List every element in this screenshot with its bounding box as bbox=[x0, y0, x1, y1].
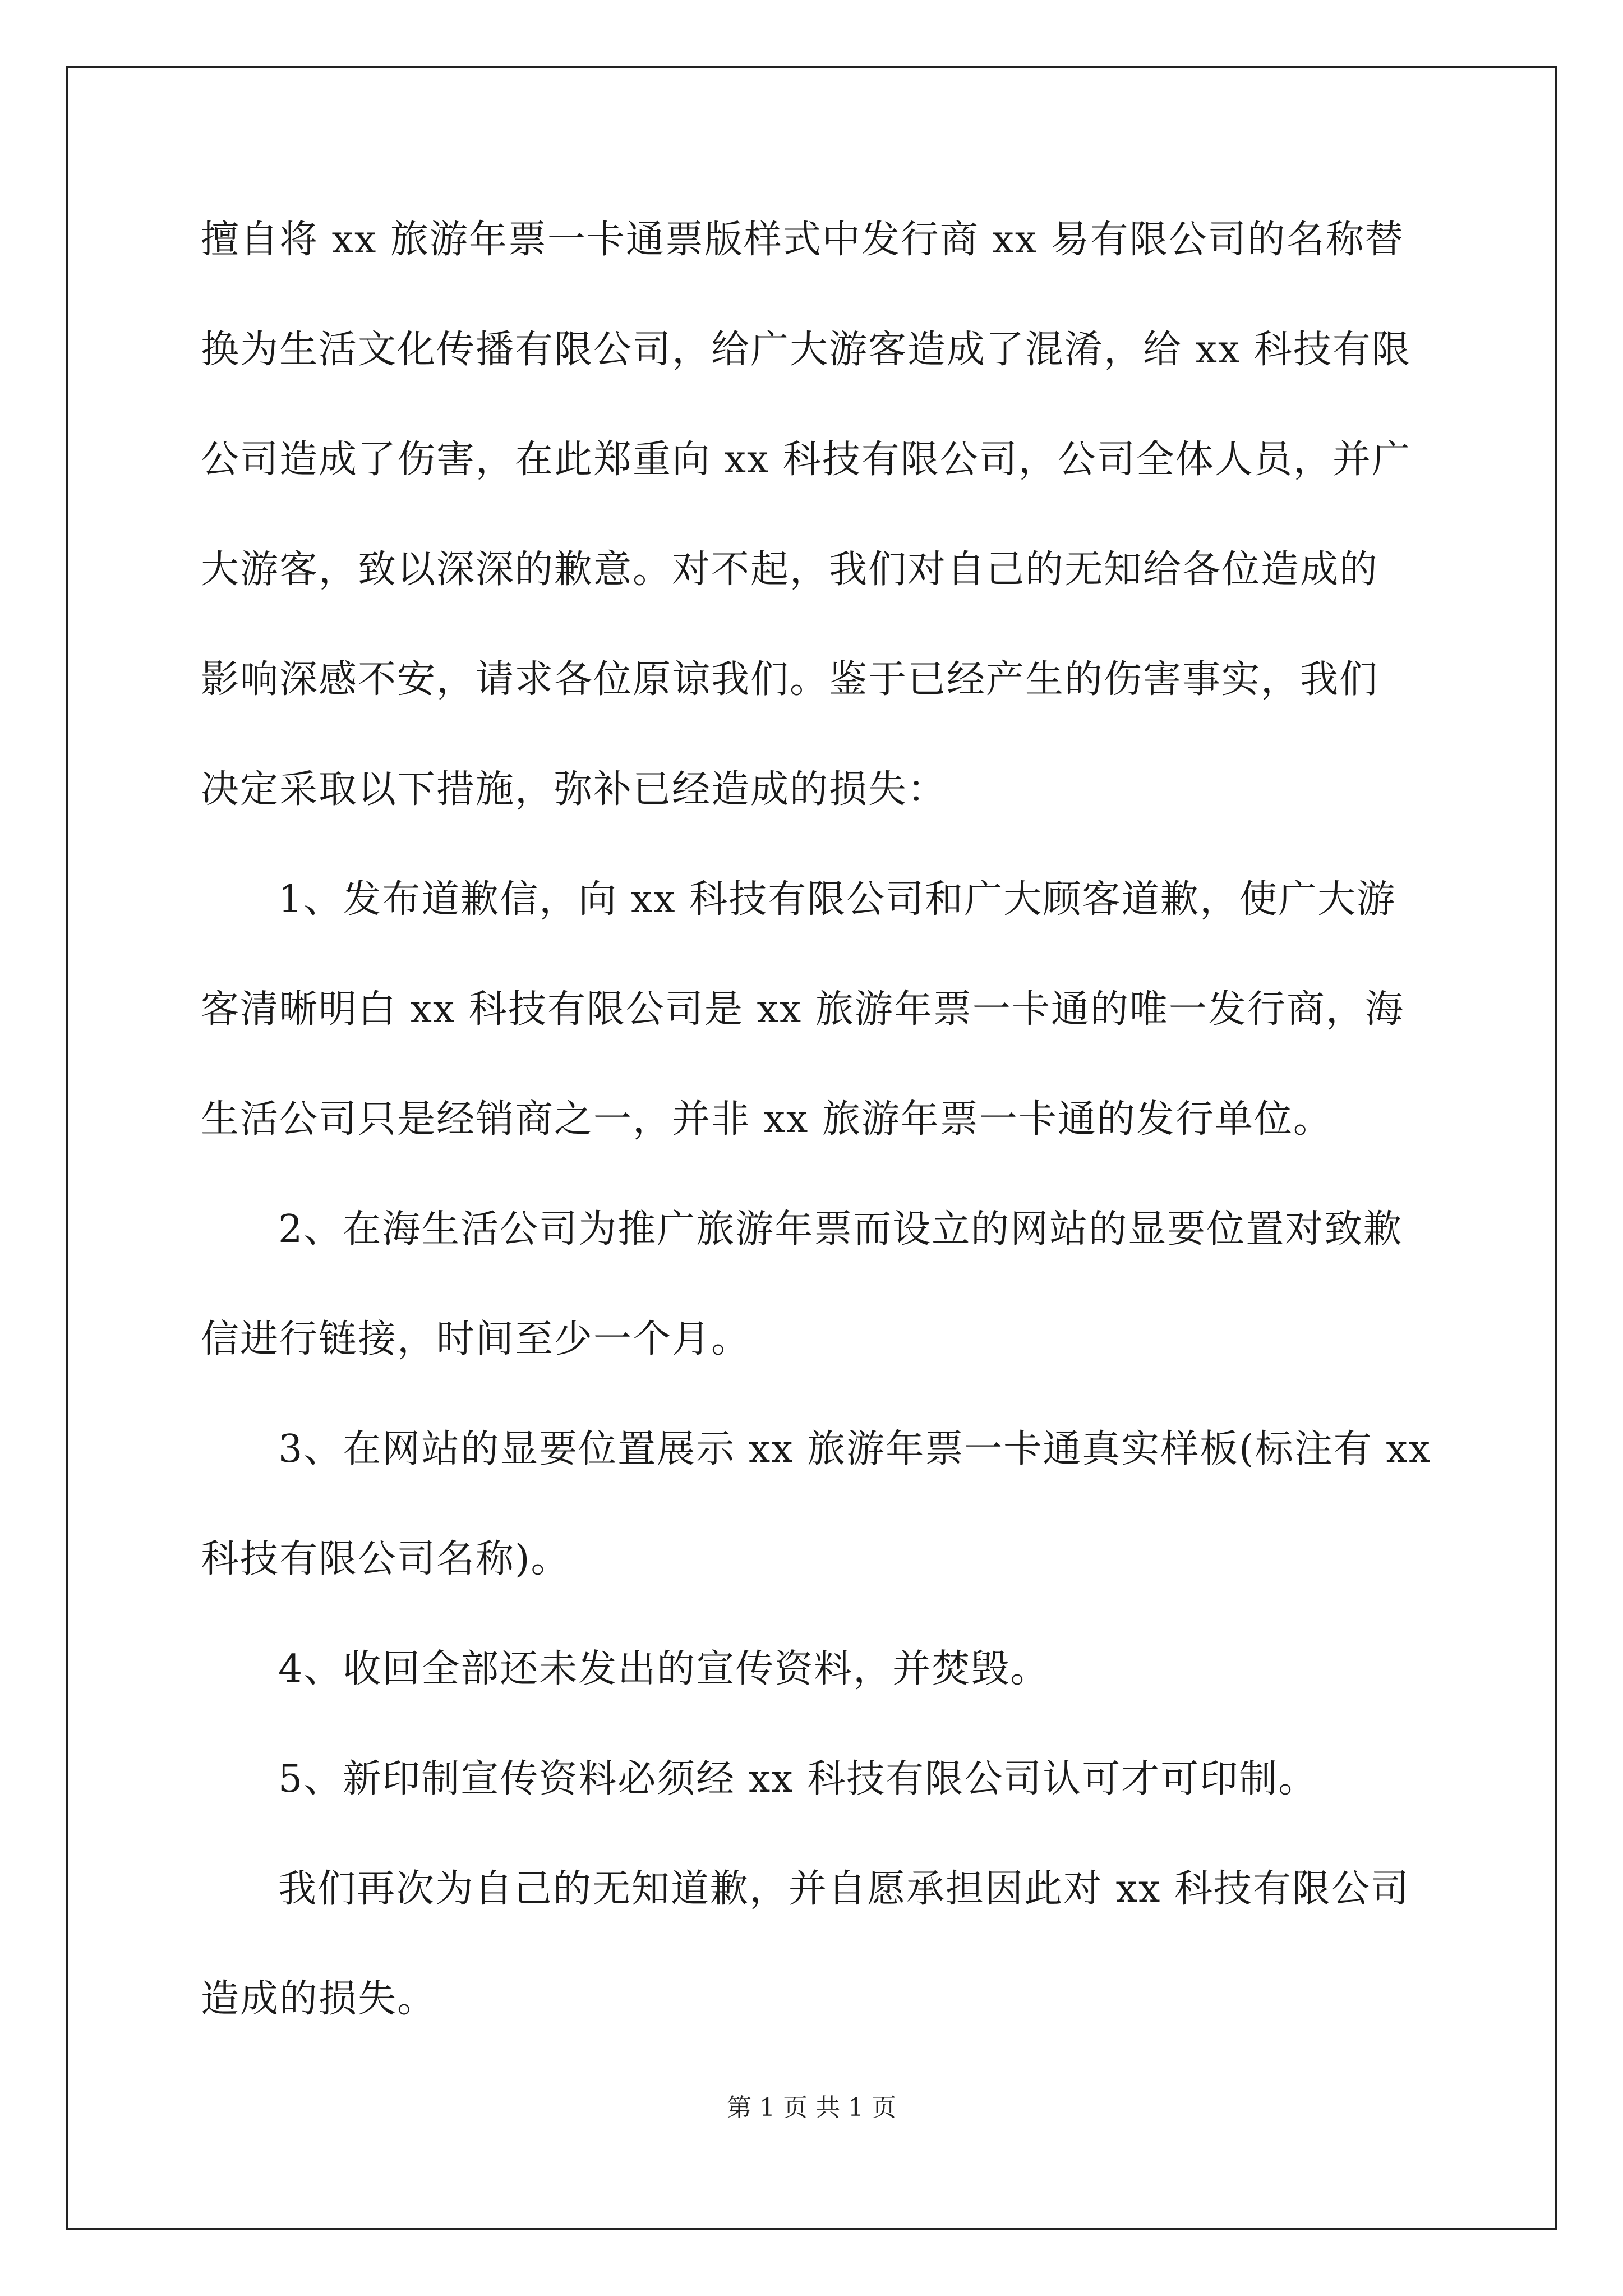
text-line: 科技有限公司名称)。 bbox=[201, 1537, 570, 1581]
text-line: 决定采取以下措施，弥补已经造成的损失： bbox=[201, 767, 947, 812]
text-line: 造成的损失。 bbox=[201, 1977, 437, 2021]
text-line: 生活公司只是经销商之一，并非 xx 旅游年票一卡通的发行单位。 bbox=[201, 1097, 1332, 1142]
list-item-5: 5、新印制宣传资料必须经 xx 科技有限公司认可才可印制。 bbox=[278, 1757, 1318, 1801]
closing-paragraph: 我们再次为自己的无知道歉，并自愿承担因此对 xx 科技有限公司 bbox=[278, 1867, 1410, 1911]
list-item-1: 1、发布道歉信，向 xx 科技有限公司和广大顾客道歉，使广大游 bbox=[278, 877, 1396, 922]
list-item-4: 4、收回全部还未发出的宣传资料，并焚毁。 bbox=[278, 1647, 1050, 1691]
text-line: 公司造成了伤害，在此郑重向 xx 科技有限公司，公司全体人员，并广 bbox=[201, 438, 1411, 482]
text-line: 信进行链接，时间至少一个月。 bbox=[201, 1317, 751, 1361]
text-line: 换为生活文化传播有限公司，给广大游客造成了混淆，给 xx 科技有限 bbox=[201, 328, 1411, 372]
text-line: 擅自将 xx 旅游年票一卡通票版样式中发行商 xx 易有限公司的名称替 bbox=[201, 218, 1404, 262]
text-line: 大游客，致以深深的歉意。对不起，我们对自己的无知给各位造成的 bbox=[201, 547, 1379, 592]
text-line: 客清晰明白 xx 科技有限公司是 xx 旅游年票一卡通的唯一发行商，海 bbox=[201, 987, 1404, 1032]
text-line: 影响深感不安，请求各位原谅我们。鉴于已经产生的伤害事实，我们 bbox=[201, 657, 1379, 702]
page-number: 第 1 页 共 1 页 bbox=[727, 2093, 896, 2122]
list-item-2: 2、在海生活公司为推广旅游年票而设立的网站的显要位置对致歉 bbox=[278, 1207, 1403, 1251]
list-item-3: 3、在网站的显要位置展示 xx 旅游年票一卡通真实样板(标注有 xx bbox=[278, 1427, 1432, 1471]
